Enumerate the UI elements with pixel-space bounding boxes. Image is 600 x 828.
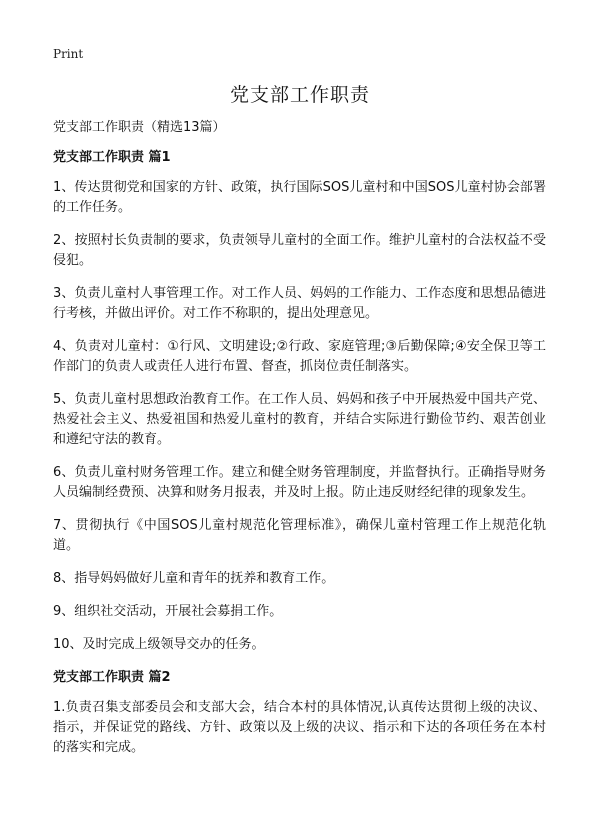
paragraph: 2、按照村长负责制的要求，负责领导儿童村的全面工作。维护儿童村的合法权益不受侵犯。 xyxy=(53,233,546,268)
paragraph: 5、负责儿童村思想政治教育工作。在工作人员、妈妈和孩子中开展热爱中国共产党、热爱社会主义、热爱祖国和热爱儿童村的教育，并结合实际进行勤俭节约、艰苦创业和遵纪守法的教育。 xyxy=(53,392,546,447)
document-body xyxy=(53,118,546,771)
paragraph: 3、负责儿童村人事管理工作。对工作人员、妈妈的工作能力、工作态度和思想品德进行考核，并做出评价。对工作不称职的，提出处理意见。 xyxy=(53,286,546,321)
print-link[interactable]: Print xyxy=(53,47,84,61)
section-heading: 党支部工作职责 篇2 xyxy=(53,670,171,685)
paragraph: 9、组织社交活动，开展社会募捐工作。 xyxy=(53,604,283,619)
paragraph: 10、及时完成上级领导交办的任务。 xyxy=(53,637,265,652)
section-1 xyxy=(53,148,546,655)
paragraph: 4、负责对儿童村：①行风、文明建设;②行政、家庭管理;③后勤保障;④安全保卫等工作部门的负责人或责任人进行布置、督查，抓岗位责任制落实。 xyxy=(53,339,546,374)
paragraph: 1.负责召集支部委员会和支部大会，结合本村的具体情况,认真传达贯彻上级的决议、指示，并保证党的路线、方针、政策以及上级的决议、指示和下达的各项任务在本村的落实和完成。 xyxy=(53,700,546,755)
section-2 xyxy=(53,668,546,758)
paragraph: 1、传达贯彻党和国家的方针、政策，执行国际SOS儿童村和中国SOS儿童村协会部署的工作任务。 xyxy=(53,180,546,215)
section-heading: 党支部工作职责 篇1 xyxy=(53,150,171,165)
paragraph: 7、贯彻执行《中国SOS儿童村规范化管理标准》，确保儿童村管理工作上规范化轨道。 xyxy=(53,518,546,553)
paragraph: 6、负责儿童村财务管理工作。建立和健全财务管理制度，并监督执行。正确指导财务人员编制经费预、决算和财务月报表，并及时上报。防止违反财经纪律的现象发生。 xyxy=(53,465,546,500)
document-title: 党支部工作职责 xyxy=(229,84,370,106)
paragraph: 8、指导妈妈做好儿童和青年的抚养和教育工作。 xyxy=(53,571,335,586)
document-subtitle: 党支部工作职责（精选13篇） xyxy=(53,120,226,135)
